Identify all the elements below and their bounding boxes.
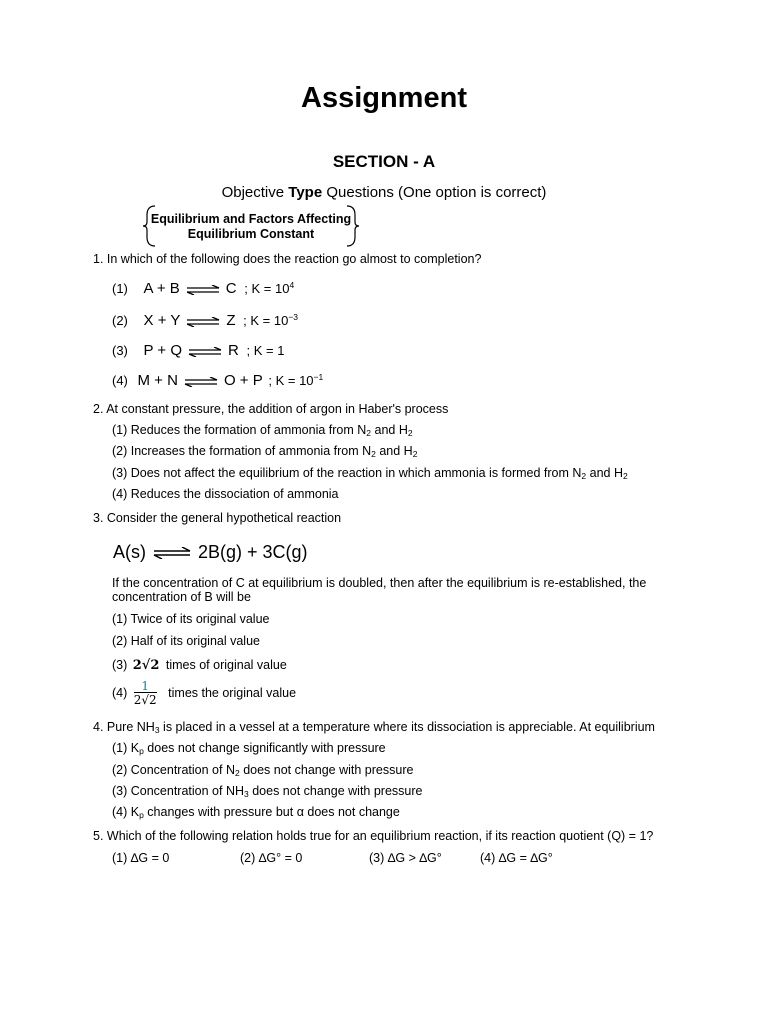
option-text: (3) Does not affect the equilibrium of the reaction in which ammonia is formed from N — [112, 466, 582, 480]
question-4-option-1 — [112, 741, 386, 755]
option-text: (4) K — [112, 805, 140, 819]
reaction-lhs: A(s) — [113, 542, 146, 562]
subscript: p — [139, 810, 144, 820]
equilibrium-constant: ; K = 10 — [244, 281, 290, 296]
subscript: 3 — [154, 725, 160, 735]
option-text: changes with pressure but α does not change — [143, 805, 400, 819]
subscript: 2 — [581, 471, 587, 481]
option-number: (1) — [112, 281, 128, 296]
option-number: (4) — [112, 373, 128, 388]
option-text: times the original value — [168, 686, 297, 700]
reaction-rhs: R — [228, 342, 239, 359]
option-text: times of original value — [165, 658, 287, 672]
instructions-prefix: Objective — [221, 184, 289, 201]
option-number: (3) — [112, 343, 128, 358]
option-number: (3) — [112, 658, 128, 672]
equilibrium-constant: ; K = 10 — [243, 313, 289, 328]
question-3-text: 3. Consider the general hypothetical reaction — [93, 511, 342, 525]
equilibrium-constant: ; K = 10 — [268, 373, 314, 388]
equilibrium-arrow-icon — [184, 377, 218, 387]
subscript: 2 — [366, 428, 372, 438]
topic-title — [143, 212, 359, 242]
subscript: 2 — [234, 768, 240, 778]
section-heading: SECTION - A — [332, 152, 436, 171]
exponent: −1 — [313, 372, 324, 382]
question-3-option-1: (1) Twice of its original value — [112, 612, 270, 626]
question-3-stem: If the concentration of C at equilibrium is doubled, then after the equilibrium is re-established, the concentration of B will be — [112, 576, 647, 604]
question-3-option-3 — [112, 658, 287, 673]
topic-line-1: Equilibrium and Factors Affecting — [150, 212, 352, 226]
subscript: p — [139, 746, 144, 756]
reaction-lhs: X + Y — [143, 312, 181, 329]
question-2-option-3 — [112, 466, 628, 480]
page-title: Assignment — [301, 82, 467, 114]
question-text: 4. Pure NH — [93, 720, 155, 734]
exponent: 4 — [289, 280, 295, 290]
topic-line-2: Equilibrium Constant — [187, 227, 315, 241]
reaction-lhs: P + Q — [143, 342, 183, 359]
question-2-option-2 — [112, 444, 417, 458]
question-5-option-4: (4) ∆G = ∆G° — [480, 851, 553, 865]
equilibrium-arrow-icon — [188, 347, 222, 357]
question-2-option-4: (4) Reduces the dissociation of ammonia — [112, 487, 339, 501]
question-3-equation — [113, 542, 308, 563]
reaction-lhs: M + N — [137, 372, 178, 389]
reaction-lhs: A + B — [143, 280, 180, 297]
option-text: does not change with pressure — [239, 763, 414, 777]
reaction-rhs: 2B(g) + 3C(g) — [198, 542, 308, 562]
fraction-denominator: 2√2 — [133, 693, 157, 707]
subscript: 2 — [407, 428, 413, 438]
equilibrium-arrow-icon — [153, 547, 191, 559]
instructions-suffix: Questions (One option is correct) — [322, 184, 547, 201]
equilibrium-arrow-icon — [186, 317, 220, 327]
instructions-bold: Type — [288, 184, 323, 201]
subscript: 2 — [412, 449, 418, 459]
option-text: (2) Increases the formation of ammonia from N — [112, 444, 372, 458]
question-5-text: 5. Which of the following relation holds true for an equilibrium reaction, if its reaction quotient (Q) = 1? — [93, 829, 654, 843]
fraction-numerator: 1 — [134, 680, 157, 693]
option-text: does not change with pressure — [248, 784, 423, 798]
reaction-rhs: Z — [226, 312, 236, 329]
question-5-option-3: (3) ∆G > ∆G° — [369, 851, 442, 865]
option-text: does not change significantly with pressure — [143, 741, 386, 755]
question-2-text: 2. At constant pressure, the addition of argon in Haber's process — [93, 402, 449, 416]
topic-box — [143, 205, 359, 247]
subscript: 3 — [244, 789, 249, 799]
question-1-option-3 — [112, 342, 284, 359]
option-text: and H — [371, 423, 408, 437]
math-expression: 2√2 — [132, 658, 160, 673]
question-text: is placed in a vessel at a temperature where its dissociation is appreciable. At equilibrium — [159, 720, 655, 734]
question-1-option-2 — [112, 312, 298, 329]
question-4-text — [93, 720, 655, 734]
reaction-rhs: O + P — [223, 372, 263, 389]
question-5-option-1: (1) ∆G = 0 — [112, 851, 170, 865]
question-5-option-2: (2) ∆G° = 0 — [240, 851, 303, 865]
reaction-rhs: C — [225, 280, 237, 297]
question-2-option-1 — [112, 423, 413, 437]
subscript: 2 — [371, 449, 376, 459]
question-3-option-4 — [112, 680, 296, 706]
option-text: (1) Reduces the formation of ammonia from N — [112, 423, 367, 437]
question-1-option-4 — [112, 372, 323, 389]
option-text: (3) Concentration of NH — [112, 784, 245, 798]
exponent: −3 — [288, 312, 299, 322]
equilibrium-arrow-icon — [186, 285, 220, 295]
fraction — [134, 680, 157, 706]
option-number: (4) — [112, 686, 128, 700]
option-text: (2) Concentration of N — [112, 763, 235, 777]
option-text: (1) K — [112, 741, 140, 755]
subscript: 2 — [623, 471, 628, 481]
option-text: and H — [586, 466, 623, 480]
question-4-option-4 — [112, 805, 400, 819]
question-1-option-1 — [112, 280, 294, 297]
equilibrium-constant: ; K = 1 — [246, 343, 285, 358]
question-4-option-3 — [112, 784, 422, 798]
option-number: (2) — [112, 313, 128, 328]
instructions-line — [0, 184, 768, 201]
option-text: and H — [375, 444, 413, 458]
question-3-option-2: (2) Half of its original value — [112, 634, 260, 648]
question-1-text: 1. In which of the following does the reaction go almost to completion? — [93, 252, 482, 266]
question-4-option-2 — [112, 763, 413, 777]
